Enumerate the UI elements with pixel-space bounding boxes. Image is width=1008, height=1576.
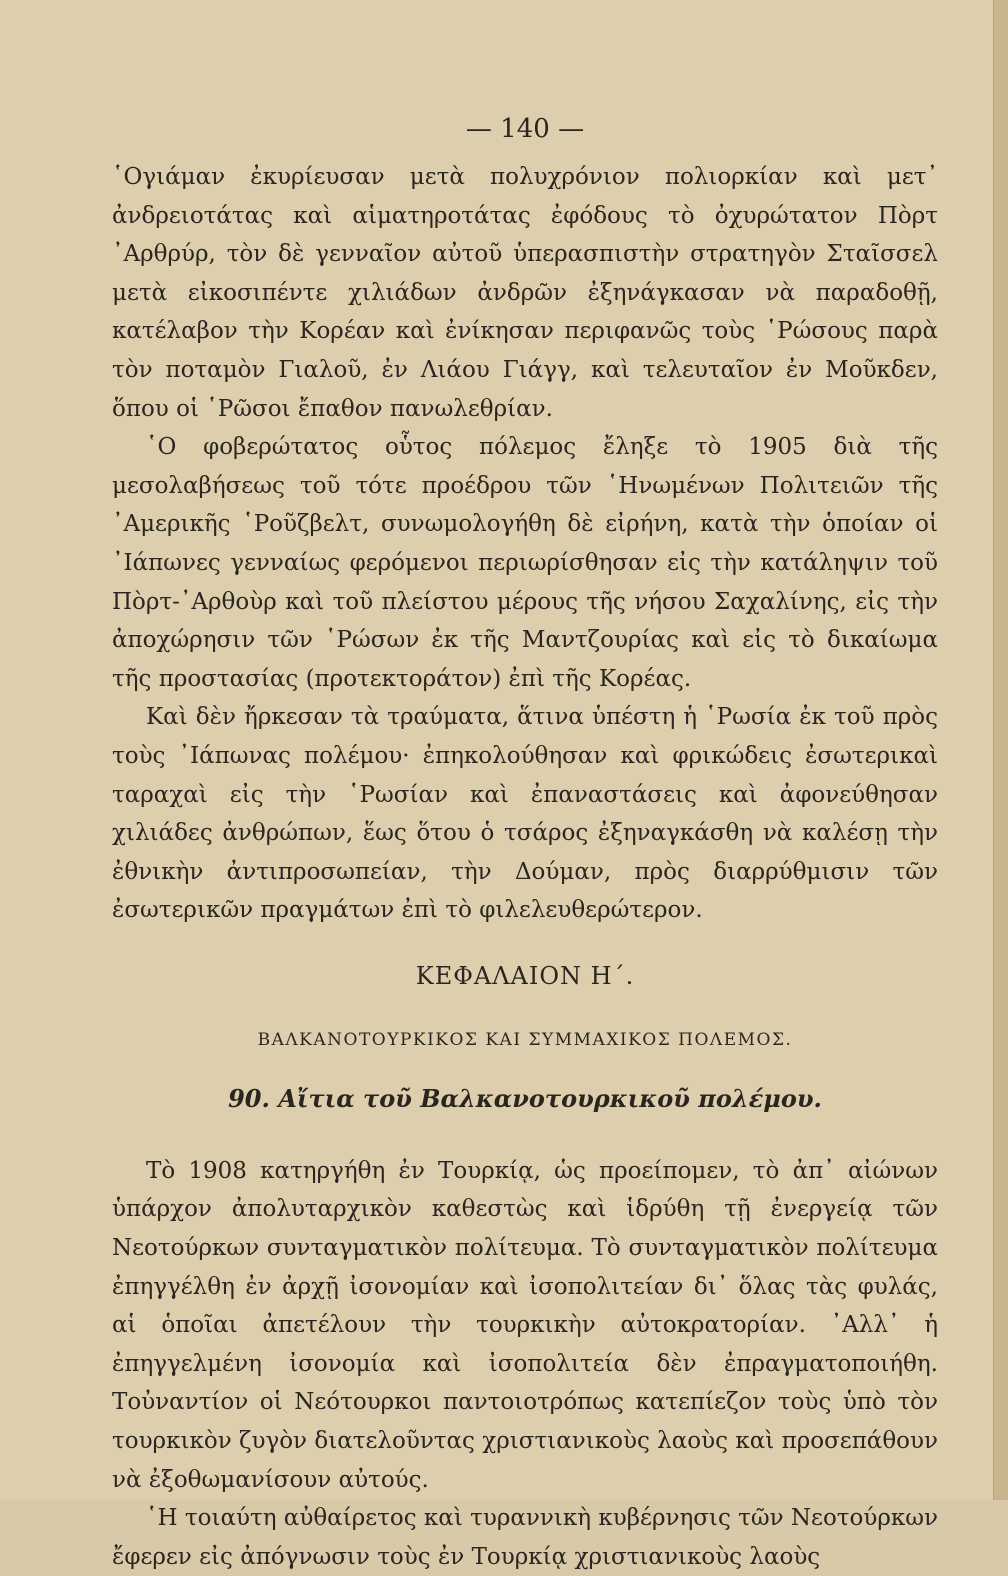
- paragraph-1: ῾Ογιάμαν ἐκυρίευσαν μετὰ πολυχρόνιον πολιορκίαν καὶ μετ᾽ ἀνδρειοτάτας καὶ αἱματηροτάτας ἐφόδους τὸ ὀχυρώτατον Πὸρτ ᾽Αρθρύρ, τὸν δὲ γενναῖον αὐτοῦ ὑπερασπιστὴν στρατηγὸν Σταῖσσελ μετὰ εἰκοσιπέντε χιλιάδων ἀνδρῶν ἐξηνάγκασαν νὰ παραδοθῇ, κατέλαβον τὴν Κορέαν καὶ ἐνίκησαν περιφανῶς τοὺς ῾Ρώσους παρὰ τὸν ποταμὸν Γιαλοῦ, ἐν Λιάου Γιάγγ, καὶ τελευταῖον ἐν Μοῦκδεν, ὅπου οἱ ῾Ρῶσοι ἔπαθον πανωλεθρίαν.: [112, 164, 938, 422]
- chapter-subtitle: ΒΑΛΚΑΝΟΤΟΥΡΚΙΚΟΣ ΚΑΙ ΣΥΜΜΑΧΙΚΟΣ ΠΟΛΕΜΟΣ.: [257, 1029, 793, 1050]
- paragraph-3: Καὶ δὲν ἤρκεσαν τὰ τραύματα, ἅτινα ὑπέστη ἡ ῾Ρωσία ἐκ τοῦ πρὸς τοὺς ᾽Ιάπωνας πολέμου· ἐπηκολούθησαν καὶ φρικώδεις ἐσωτερικαὶ ταραχαὶ εἰς τὴν ῾Ρωσίαν καὶ ἐπαναστάσεις καὶ ἀφονεύθησαν χιλιάδες ἀνθρώπων, ἕως ὅτου ὁ τσάρος ἐξηναγκάσθη νὰ καλέσῃ τὴν ἐθνικὴν ἀντιπροσωπείαν, τὴν Δούμαν, πρὸς διαρρύθμισιν τῶν ἐσωτερικῶν πραγμάτων ἐπὶ τὸ φιλελευθερώτερον.: [112, 704, 938, 924]
- text-block: [112, 108, 938, 1576]
- paragraph-5: ῾Η τοιαύτη αὐθαίρετος καὶ τυραννικὴ κυβέρνησις τῶν Νεοτούρκων ἔφερεν εἰς ἀπόγνωσιν τοὺς ἐν Τουρκίᾳ χριστιανικοὺς λαοὺς: [112, 1505, 938, 1570]
- page-number: — 140 —: [465, 114, 585, 144]
- paragraph-4: Τὸ 1908 κατηργήθη ἐν Τουρκίᾳ, ὡς προείπομεν, τὸ ἀπ᾽ αἰώνων ὑπάρχον ἀπολυταρχικὸν καθεστὼς καὶ ἱδρύθη τῇ ἐνεργείᾳ τῶν Νεοτούρκων συνταγματικὸν πολίτευμα. Τὸ συνταγματικὸν πολίτευμα ἐπηγγέλθη ἐν ἀρχῇ ἰσονομίαν καὶ ἰσοπολιτείαν δι᾽ ὅλας τὰς φυλάς, αἱ ὁποῖαι ἀπετέλουν τὴν τουρκικὴν αὐτοκρατορίαν. ᾽Αλλ᾽ ἡ ἐπηγγελμένη ἰσονομία καὶ ἰσοπολιτεία δὲν ἐπραγματοποιήθη. Τοὐναντίον οἱ Νεότουρκοι παντοιοτρόπως κατεπίεζον τοὺς ὑπὸ τὸν τουρκικὸν ζυγὸν διατελοῦντας χριστιανικοὺς λαοὺς καὶ προσεπάθουν νὰ ἐξοθωμανίσουν αὐτούς.: [112, 1157, 938, 1493]
- page-edge: [993, 0, 1008, 1500]
- section-title: Αἴτια τοῦ Βαλκανοτουρκικοῦ πολέμου.: [278, 1083, 822, 1113]
- section-heading: [112, 1078, 938, 1120]
- section-number: 90.: [228, 1083, 270, 1113]
- paragraph-2: ῾Ο φοβερώτατος οὗτος πόλεμος ἔληξε τὸ 1905 διὰ τῆς μεσολαβήσεως τοῦ τότε προέδρου τῶν ῾Ηνωμένων Πολιτειῶν τῆς ᾽Αμερικῆς ῾Ροῦζβελτ, συνωμολογήθη δὲ εἰρήνη, κατὰ τὴν ὁποίαν οἱ ᾽Ιάπωνες γενναίως φερόμενοι περιωρίσθησαν εἰς τὴν κατάληψιν τοῦ Πὸρτ-᾽Αρθοὺρ καὶ τοῦ πλείστου μέρους τῆς νήσου Σαχαλίνης, εἰς τὴν ἀποχώρησιν τῶν ῾Ρώσων ἐκ τῆς Μαντζουρίας καὶ εἰς τὸ δικαίωμα τῆς προστασίας (προτεκτοράτον) ἐπὶ τῆς Κορέας.: [112, 434, 938, 692]
- chapter-title: ΚΕΦΑΛΑΙΟΝ Η΄.: [415, 961, 635, 990]
